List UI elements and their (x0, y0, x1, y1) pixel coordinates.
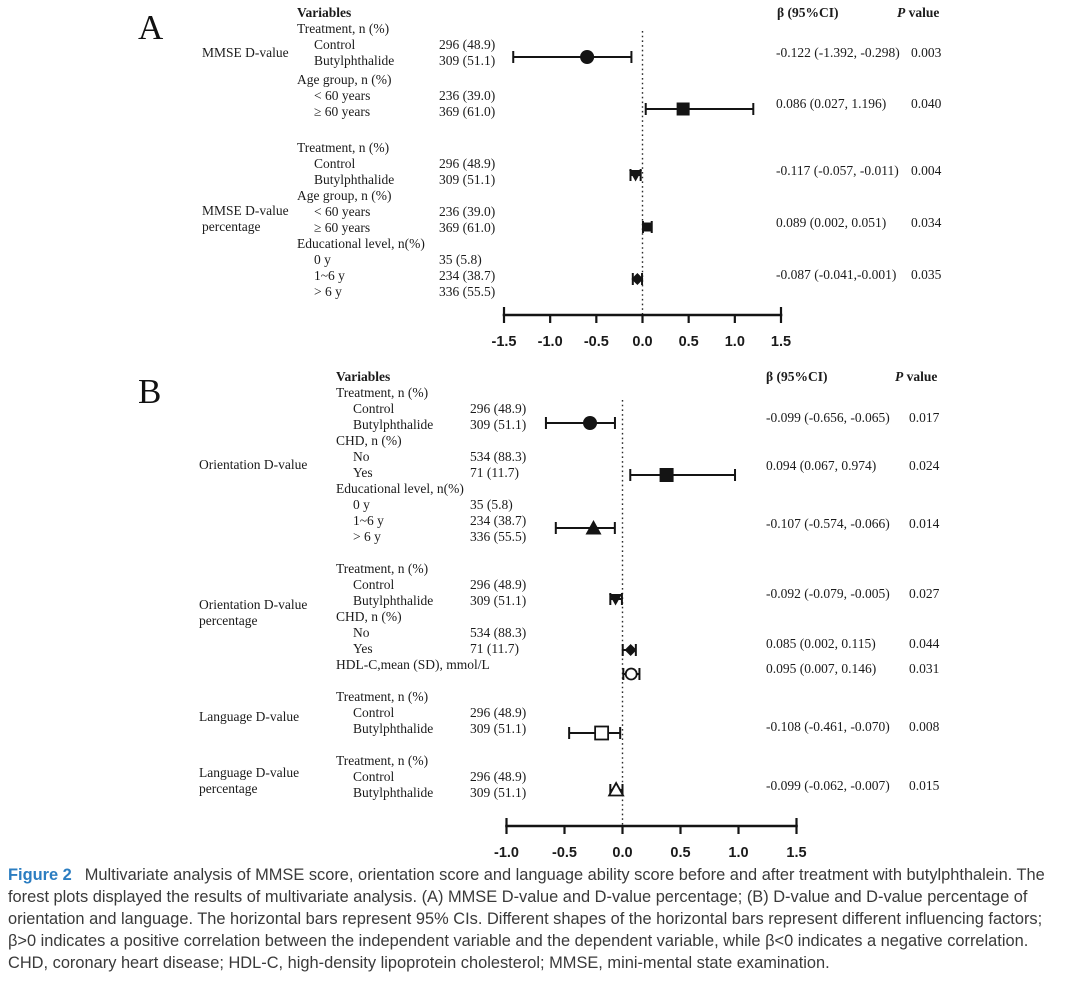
variables-header-a: Variables (297, 5, 352, 20)
table-row: No 534 (88.3) (353, 625, 527, 640)
p-italic-b: P (895, 369, 904, 384)
table-row: Treatment, n (%) (336, 385, 429, 400)
panel-b-letter: B (138, 372, 162, 411)
beta-value: -0.107 (-0.574, -0.066) (766, 516, 890, 531)
svg-text:1.0: 1.0 (728, 845, 749, 861)
svg-text:0.5: 0.5 (678, 334, 699, 350)
table-row: > 6 y 336 (55.5) (353, 529, 527, 544)
table-row: Control 296 (48.9) (353, 769, 527, 784)
table-row: Control 296 (48.9) (353, 577, 527, 592)
p-value: 0.017 (909, 410, 940, 425)
table-row: Control 296 (48.9) (314, 156, 496, 171)
table-row: No 534 (88.3) (353, 449, 527, 464)
table-row: Butylphthalide 309 (51.1) (314, 53, 496, 68)
svg-text:0.0: 0.0 (612, 845, 633, 861)
group-label-language-d-value: Language D-value (199, 709, 300, 724)
table-row: Treatment, n (%) (336, 561, 429, 576)
p-value: 0.008 (909, 719, 940, 734)
p-value: 0.003 (911, 45, 942, 60)
svg-text:-1.0: -1.0 (494, 845, 519, 861)
beta-value: -0.108 (-0.461, -0.070) (766, 719, 890, 734)
svg-text:-1.0: -1.0 (537, 334, 563, 350)
p-value-header-b (895, 369, 937, 385)
p-value: 0.024 (909, 458, 940, 473)
group-label-orientation-d-value: Orientation D-value (199, 457, 308, 472)
svg-text:1.5: 1.5 (770, 334, 792, 350)
svg-text:-1.5: -1.5 (491, 334, 517, 350)
table-row: Educational level, n(%) (336, 481, 464, 496)
svg-text:-0.5: -0.5 (552, 845, 577, 861)
p-value: 0.040 (911, 96, 942, 111)
table-row: < 60 years 236 (39.0) (314, 88, 496, 103)
forest-plot-b (488, 398, 822, 861)
table-row: Control 296 (48.9) (353, 401, 527, 416)
table-row: Treatment, n (%) (336, 689, 429, 704)
p-value: 0.034 (911, 215, 942, 230)
table-row: 0 y 35 (5.8) (314, 252, 482, 267)
beta-value: 0.095 (0.007, 0.146) (766, 661, 877, 676)
group-label-orientation-d-value-percentage: Orientation D-value percentage (199, 597, 308, 628)
beta-value: 0.089 (0.002, 0.051) (776, 215, 887, 230)
p-value: 0.004 (911, 163, 942, 178)
table-row: Butylphthalide 309 (51.1) (353, 785, 527, 800)
group-label-mmse-d-value: MMSE D-value (202, 45, 289, 60)
beta-value: -0.117 (-0.057, -0.011) (776, 163, 899, 178)
table-row: Age group, n (%) (297, 188, 392, 203)
p-value: 0.015 (909, 778, 940, 793)
p-value-header-a (897, 5, 939, 21)
variables-header-b: Variables (336, 369, 391, 384)
table-row: < 60 years 236 (39.0) (314, 204, 496, 219)
table-row: 0 y 35 (5.8) (353, 497, 513, 512)
table-row: Butylphthalide 309 (51.1) (314, 172, 496, 187)
table-row: Yes 71 (11.7) (353, 641, 519, 656)
table-row: Treatment, n (%) (297, 140, 390, 155)
p-rest-a: value (905, 5, 940, 20)
table-row: Treatment, n (%) (336, 753, 429, 768)
svg-text:1.5: 1.5 (786, 845, 807, 861)
table-row: Treatment, n (%) (297, 21, 390, 36)
p-value: 0.044 (909, 636, 940, 651)
beta-value: -0.087 (-0.041,-0.001) (776, 267, 897, 282)
table-row: ≥ 60 years 369 (61.0) (314, 104, 496, 119)
p-value: 0.014 (909, 516, 940, 531)
svg-text:0.5: 0.5 (670, 845, 691, 861)
beta-header-a: β (95%CI) (777, 5, 839, 20)
table-row: 1~6 y 234 (38.7) (314, 268, 496, 283)
table-row: ≥ 60 years 369 (61.0) (314, 220, 496, 235)
table-row: Age group, n (%) (297, 72, 392, 87)
p-rest-b: value (903, 369, 938, 384)
forest-plot-a (488, 25, 810, 350)
group-label-language-d-value-percentage: Language D-value percentage (199, 765, 300, 796)
table-row: Butylphthalide 309 (51.1) (353, 417, 527, 432)
svg-text:1.0: 1.0 (724, 334, 745, 350)
beta-value: -0.092 (-0.079, -0.005) (766, 586, 890, 601)
beta-value: -0.099 (-0.656, -0.065) (766, 410, 890, 425)
group-label-mmse-d-value-percentage: MMSE D-value percentage (202, 203, 289, 234)
figure-number: Figure 2 (8, 866, 72, 884)
table-row: Yes 71 (11.7) (353, 465, 519, 480)
p-value: 0.035 (911, 267, 942, 282)
beta-value: 0.085 (0.002, 0.115) (766, 636, 876, 651)
table-row: Control 296 (48.9) (353, 705, 527, 720)
panel-a-letter: A (138, 8, 164, 47)
beta-value: -0.122 (-1.392, -0.298) (776, 45, 900, 60)
beta-value: 0.094 (0.067, 0.974) (766, 458, 877, 473)
beta-header-b: β (95%CI) (766, 369, 828, 384)
p-value: 0.027 (909, 586, 940, 601)
table-row: 1~6 y 234 (38.7) (353, 513, 527, 528)
table-row: Control 296 (48.9) (314, 37, 496, 52)
table-row: Butylphthalide 309 (51.1) (353, 593, 527, 608)
table-row: CHD, n (%) (336, 609, 402, 624)
table-row: HDL-C,mean (SD), mmol/L (336, 657, 490, 672)
table-row: Butylphthalide 309 (51.1) (353, 721, 527, 736)
svg-text:0.0: 0.0 (632, 334, 653, 350)
beta-value: -0.099 (-0.062, -0.007) (766, 778, 890, 793)
beta-value: 0.086 (0.027, 1.196) (776, 96, 887, 111)
table-row: > 6 y 336 (55.5) (314, 284, 496, 299)
caption-text: Multivariate analysis of MMSE score, orientation score and language ability score before and after treatment with butylphthalein. The forest plots displayed the results of multivariate analysis. (A) MMSE D-value and D-value percentage; (B) D-value and D-value percentage of orientation and language. The horizontal bars represent 95% CIs. Different shapes of the horizontal bars represent different influencing factors; β>0 indicates a positive correlation between the independent variable and the dependent variable, while β<0 indicates a negative correlation. CHD, coronary heart disease; HDL-C, high-density lipoprotein cholesterol; MMSE, mini-mental state examination. (8, 866, 1045, 972)
figure-caption (8, 864, 1071, 974)
p-italic-a: P (897, 5, 906, 20)
table-row: Educational level, n(%) (297, 236, 425, 251)
table-row: CHD, n (%) (336, 433, 402, 448)
svg-text:-0.5: -0.5 (583, 334, 609, 350)
p-value: 0.031 (909, 661, 940, 676)
